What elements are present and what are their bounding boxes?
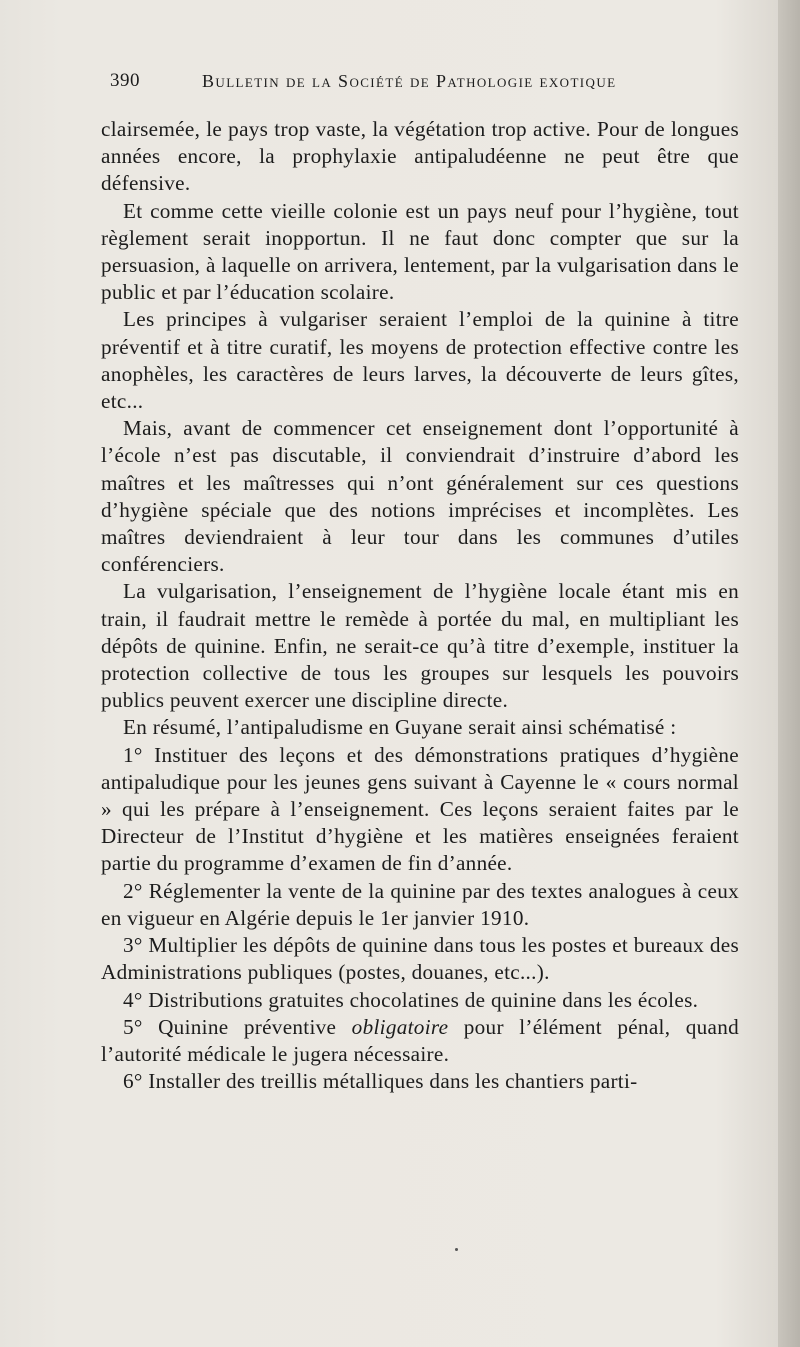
list-item-6: 6° Installer des treillis métalliques dans les chantiers parti- [123,1069,638,1094]
page-edge-shadow [778,0,800,1347]
list-item-5 [101,1014,739,1068]
paragraph-continuation: clairsemée, le pays trop vaste, la végétation trop active. Pour de longues années encore, la prophylaxie antipaludéenne ne peut être que défensive. [101,117,739,196]
list-item-4: 4° Distributions gratuites chocolatines de quinine dans les écoles. [123,987,699,1012]
journal-title: Bulletin de la Société de Pathologie exotique [202,71,617,91]
paragraph-hygiene-persuasion: Et comme cette vieille colonie est un pays neuf pour l’hygiène, tout règlement serait inopportun. Il ne faut donc compter que sur la persuasion, à laquelle on arrivera, lentement, par la vulgarisation dans le public et par l’éducation scolaire. [101,198,739,305]
running-head [110,70,746,96]
body-text [101,116,739,1095]
paragraph-principles: Les principes à vulgariser seraient l’emploi de la quinine à titre préventif et à titre curatif, les moyens de protection effective contre les anophèles, les caractères de leurs larves, la découverte de leurs gîtes, etc... [101,307,739,414]
list-item-5-end: pour l’élément pénal, quand l’autorité médicale le jugera nécessaire. [101,1014,739,1066]
list-item-5-start: 5° Quinine préventive [123,1014,352,1039]
page-number: 390 [110,70,140,91]
list-item-2: 2° Réglementer la vente de la quinine par des textes analogues à ceux en vigueur en Algérie depuis le 1er janvier 1910. [101,878,739,930]
paragraph-teachers: Mais, avant de commencer cet enseignement dont l’opportunité à l’école n’est pas discutable, il conviendrait d’instruire d’abord les maîtres et les maîtresses qui n’ont généralement sur ces questions d’hygiène spéciale que des notions imprécises et incomplètes. Les maîtres deviendraient à leur tour dans les communes d’utiles conférenciers. [101,416,739,577]
paragraph-summary-intro: En résumé, l’antipaludisme en Guyane serait ainsi schématisé : [123,715,677,740]
paragraph-quinine-depots: La vulgarisation, l’enseignement de l’hygiène locale étant mis en train, il faudrait mettre le remède à portée du mal, en multipliant les dépôts de quinine. Enfin, ne serait-ce qu’à titre d’exemple, instituer la protection collective de tous les groupes sur lesquels les pouvoirs publics peuvent exercer une discipline directe. [101,579,739,713]
paper-speck [455,1248,458,1251]
emphasis-obligatoire: obligatoire [351,1014,449,1039]
list-item-1: 1° Instituer des leçons et des démonstrations pratiques d’hygiène antipaludique pour les jeunes gens suivant à Cayenne le « cours normal » qui les prépare à l’enseignement. Ces leçons seraient faites par le Directeur de l’Institut d’hygiène et les matières enseignées feraient partie du programme d’examen de fin d’année. [101,742,739,876]
list-item-3: 3° Multiplier les dépôts de quinine dans tous les postes et bureaux des Administrations publiques (postes, douanes, etc...). [101,933,739,985]
